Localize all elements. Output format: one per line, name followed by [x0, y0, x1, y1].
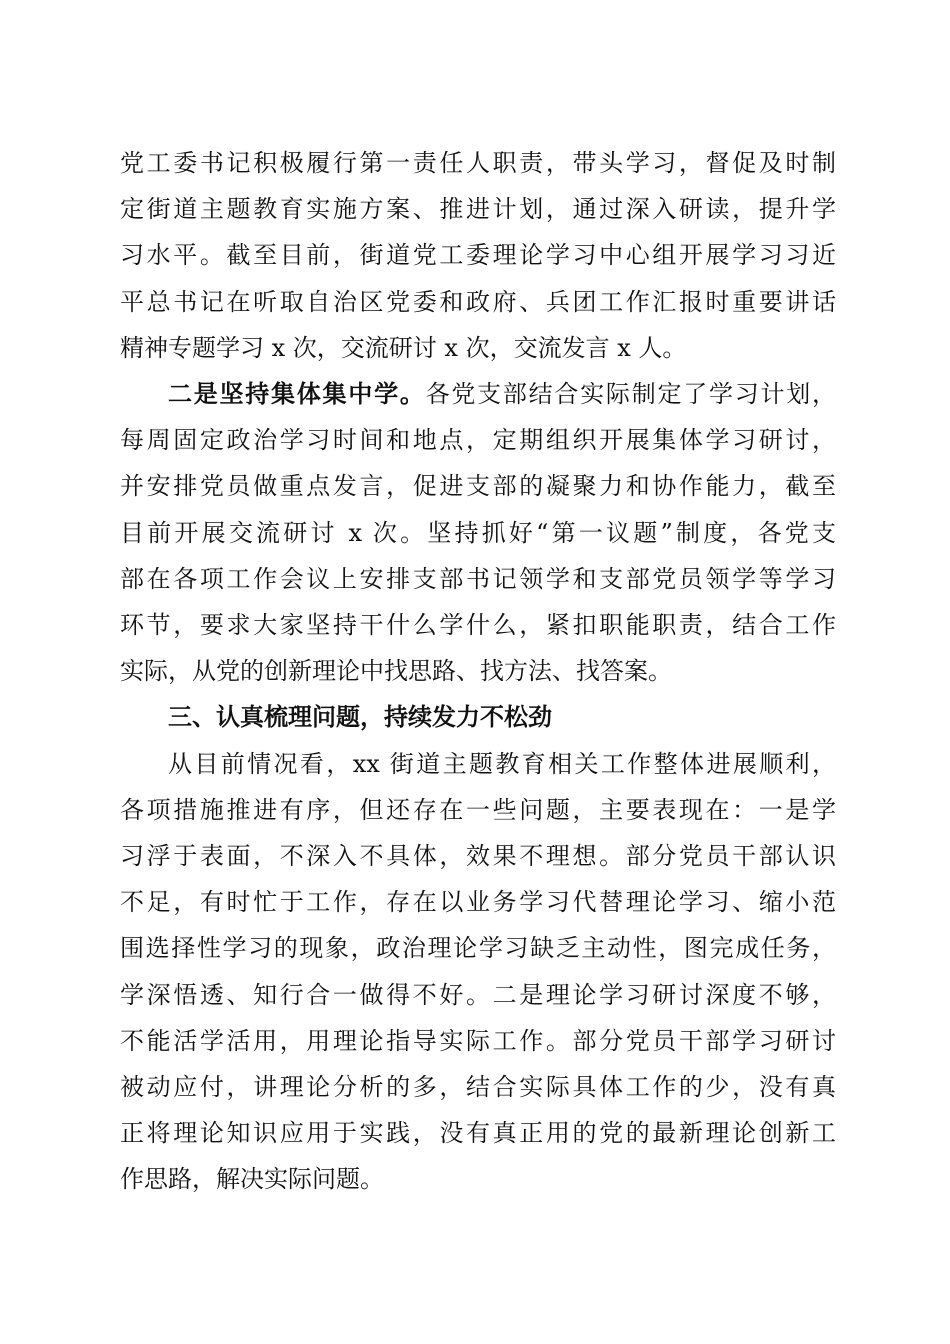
section-heading-3: 三、认真梳理问题，持续发力不松劲: [168, 703, 552, 732]
text-line: 党工委书记积极履行第一责任人职责，带头学习，督促及时制: [120, 149, 836, 177]
text-line: 定街道主题教育实施方案、推进计划，通过深入研读，提升学: [120, 195, 836, 224]
text-line: 部在各项工作会议上安排支部书记领学和支部党员领学等学习: [120, 564, 836, 593]
text-line: 正将理论知识应用于实践，没有真正用的党的最新理论创新工: [120, 1119, 836, 1148]
text-line: 环节，要求大家坚持干什么学什么，紧扣职能职责，结合工作: [120, 611, 836, 640]
document-body: [120, 140, 836, 1203]
paragraph-1: [120, 140, 836, 371]
text-line: 各项措施推进有序，但还存在一些问题，主要表现在：一是学: [120, 795, 836, 824]
paragraph-2-first-line-rest: 各党支部结合实际制定了学习计划，: [425, 380, 837, 409]
text-line: 每周固定政治学习时间和地点，定期组织开展集体学习研讨，: [120, 426, 836, 455]
text-line: 习水平。截至目前，街道党工委理论学习中心组开展学习习近: [120, 241, 836, 270]
paragraph-2-lead: 二是坚持集体集中学。: [168, 380, 426, 409]
text-line: 目前开展交流研讨 x 次。坚持抓好“第一议题”制度，各党支: [120, 518, 836, 547]
paragraph-2: [120, 371, 836, 694]
text-line-first: [120, 371, 836, 417]
text-line: 精神专题学习 x 次，交流研讨 x 次，交流发言 x 人。: [120, 333, 687, 362]
text-line-first: 从目前情况看，xx 街道主题教育相关工作整体进展顺利，: [168, 749, 836, 778]
text-line: 学深悟透、知行合一做得不好。二是理论学习研讨深度不够，: [120, 980, 836, 1009]
text-line: 作思路，解决实际问题。: [120, 1165, 384, 1194]
text-line: 围选择性学习的现象，政治理论学习缺乏主动性，图完成任务，: [120, 934, 836, 963]
text-line: 并安排党员做重点发言，促进支部的凝聚力和协作能力，截至: [120, 472, 836, 501]
text-line: 习浮于表面，不深入不具体，效果不理想。部分党员干部认识: [120, 842, 836, 871]
paragraph-3: [120, 741, 836, 1203]
text-line: 被动应付，讲理论分析的多，结合实际具体工作的少，没有真: [120, 1073, 836, 1102]
text-line: 平总书记在听取自治区党委和政府、兵团工作汇报时重要讲话: [120, 287, 836, 316]
text-line: 不足，有时忙于工作，存在以业务学习代替理论学习、缩小范: [120, 888, 836, 917]
text-line: 实际，从党的创新理论中找思路、找方法、找答案。: [120, 657, 672, 686]
text-line: 不能活学活用，用理论指导实际工作。部分党员干部学习研讨: [120, 1026, 836, 1055]
